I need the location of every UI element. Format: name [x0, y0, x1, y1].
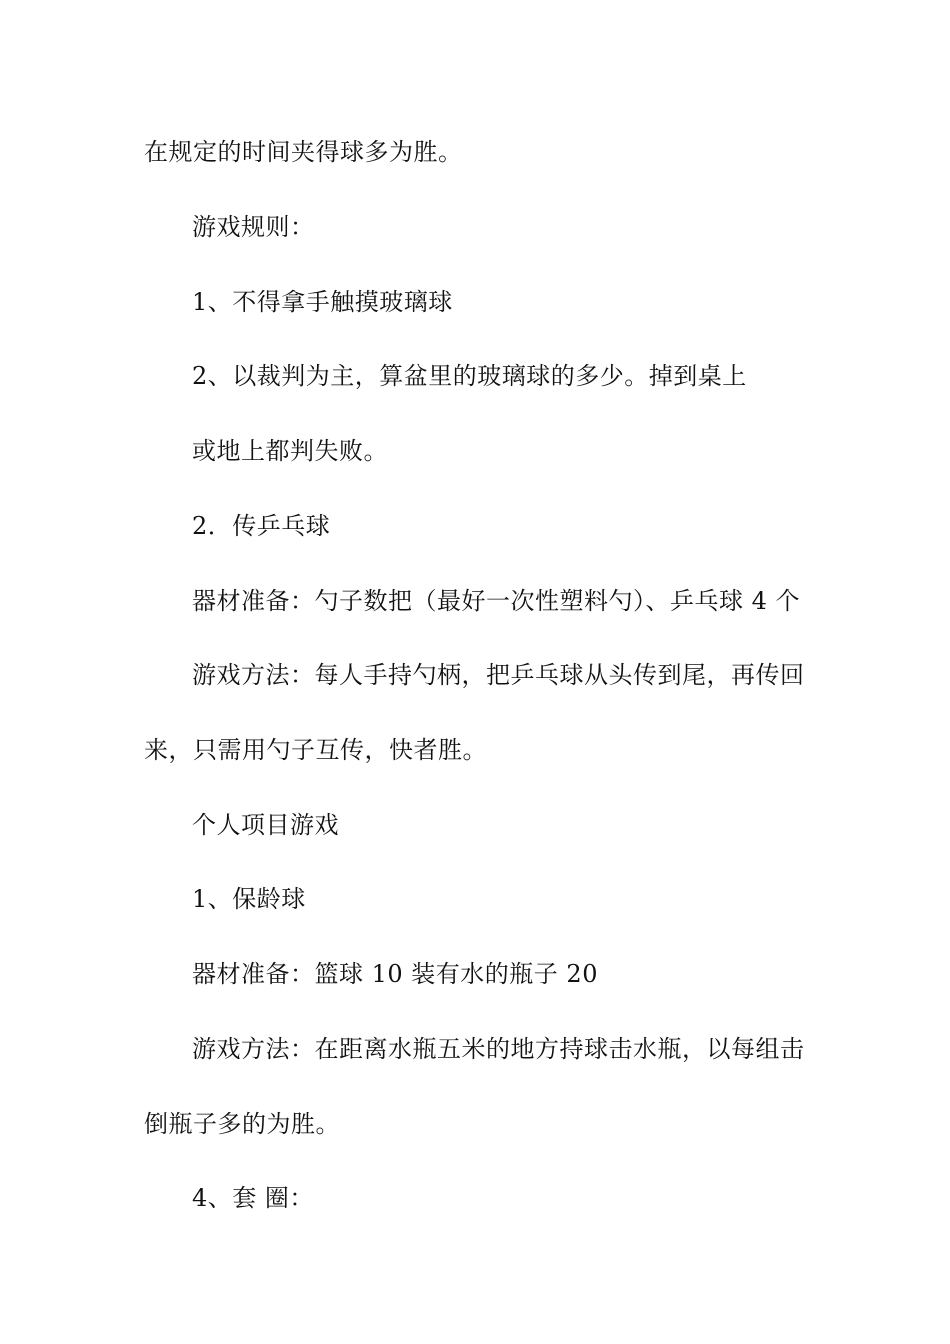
rule-item: 2、以裁判为主，算盆里的玻璃球的多少。掉到桌上: [192, 362, 747, 390]
paragraph-line: 器材准备：篮球 10 装有水的瓶子 20: [192, 960, 598, 988]
section-heading: 4、套 圈：: [192, 1184, 314, 1212]
paragraph-line: 倒瓶子多的为胜。: [144, 1110, 340, 1138]
paragraph-line: 游戏方法：每人手持勺柄，把乒乓球从头传到尾，再传回: [192, 661, 805, 689]
paragraph-line: 在规定的时间夹得球多为胜。: [144, 138, 463, 166]
section-heading: 1、保龄球: [192, 885, 306, 913]
rule-item: 1、不得拿手触摸玻璃球: [192, 288, 453, 316]
section-heading: 2．传乒乓球: [192, 512, 331, 540]
paragraph-line: 或地上都判失败。: [192, 437, 388, 465]
paragraph-line: 来，只需用勺子互传，快者胜。: [144, 736, 487, 764]
section-heading: 个人项目游戏: [192, 811, 339, 839]
section-heading: 游戏规则：: [192, 213, 315, 241]
paragraph-line: 游戏方法：在距离水瓶五米的地方持球击水瓶，以每组击: [192, 1035, 805, 1063]
paragraph-line: 器材准备：勺子数把（最好一次性塑料勺）、乒乓球 4 个: [192, 587, 801, 615]
